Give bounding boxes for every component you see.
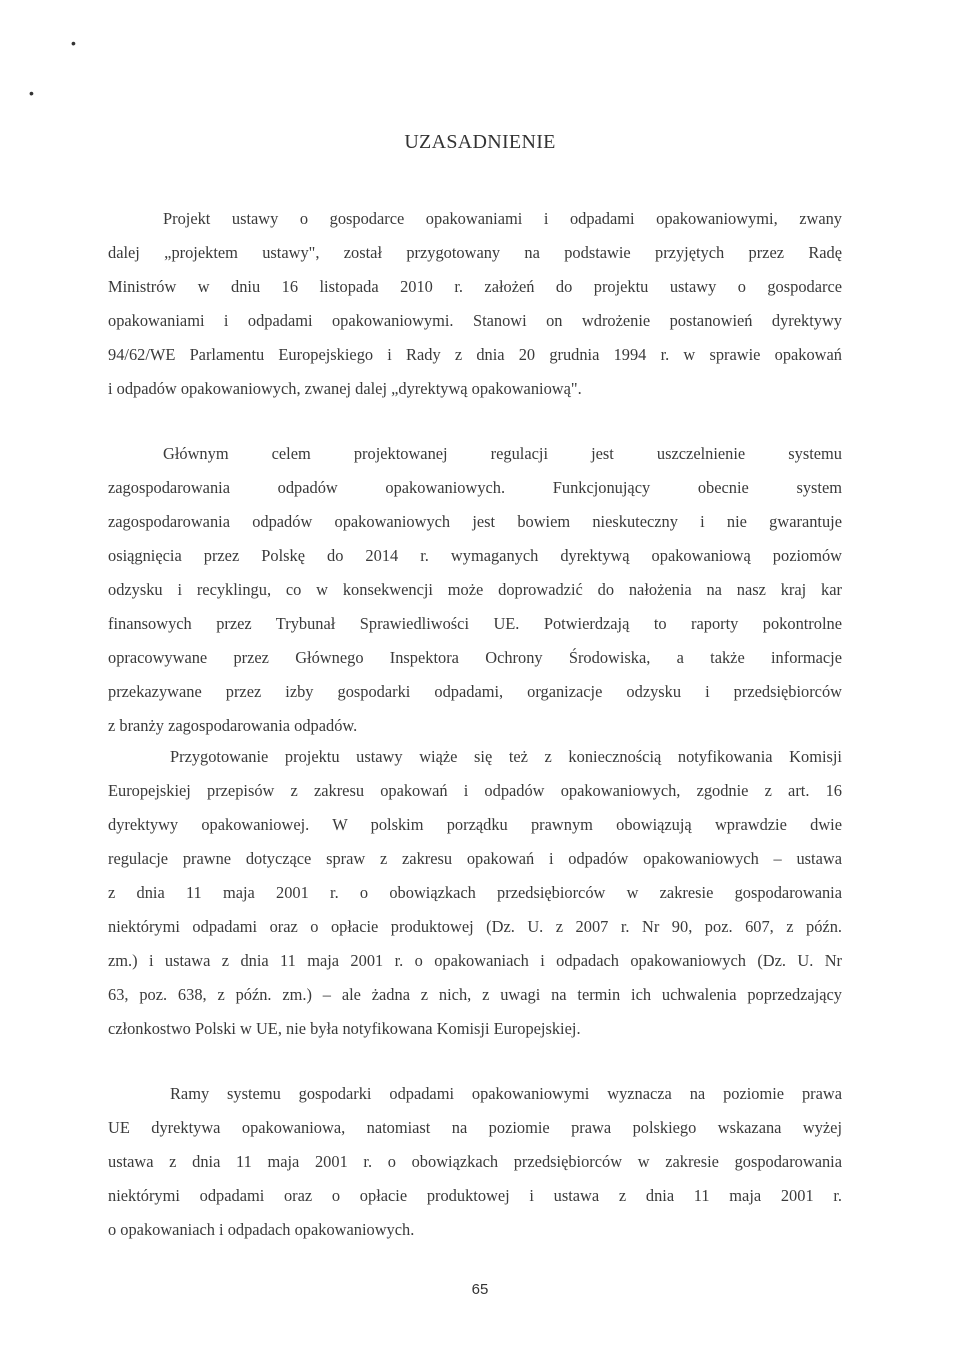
- text-line: Głównym celem projektowanej regulacji jest uszczelnienie systemu: [163, 444, 842, 463]
- text-line: z branży zagospodarowania odpadów.: [108, 716, 358, 735]
- text-line: 94/62/WE Parlamentu Europejskiego i Rady z dnia 20 grudnia 1994 r. w sprawie opakowań: [108, 345, 842, 364]
- text-line: o opakowaniach i odpadach opakowaniowych.: [108, 1220, 415, 1239]
- text-line: zagospodarowania odpadów opakowaniowych jest bowiem nieskuteczny i nie gwarantuje: [108, 512, 842, 531]
- page-number: 65: [471, 1281, 489, 1298]
- paragraph-3: [108, 740, 842, 1046]
- text-line: Ramy systemu gospodarki odpadami opakowaniowymi wyznacza na poziomie prawa: [170, 1084, 842, 1103]
- text-line: odzysku i recyklingu, co w konsekwencji może doprowadzić do nałożenia na nasz kraj kar: [108, 580, 842, 599]
- text-line: i odpadów opakowaniowych, zwanej dalej „dyrektywą opakowaniową".: [108, 379, 582, 398]
- text-line: regulacje prawne dotyczące spraw z zakresu opakowań i odpadów opakowaniowych – ustawa: [108, 849, 842, 868]
- text-line: opakowaniami i odpadami opakowaniowymi. Stanowi on wdrożenie postanowień dyrektywy: [108, 311, 842, 330]
- text-line: opracowywane przez Głównego Inspektora Ochrony Środowiska, a także informacje: [108, 648, 842, 667]
- scan-mark: •: [71, 35, 76, 51]
- text-line: 63, poz. 638, z późn. zm.) – ale żadna z nich, z uwagi na termin ich uchwalenia poprzedzający: [108, 985, 842, 1004]
- text-line: dalej „projektem ustawy", został przygotowany na podstawie przyjętych przez Radę: [108, 243, 842, 262]
- scan-mark: •: [29, 85, 34, 101]
- paragraph-4: [108, 1077, 842, 1247]
- text-line: osiągnięcia przez Polskę do 2014 r. wymaganych dyrektywą opakowaniową poziomów: [108, 546, 842, 565]
- text-line: Ministrów w dniu 16 listopada 2010 r. założeń do projektu ustawy o gospodarce: [108, 277, 842, 296]
- text-line: z dnia 11 maja 2001 r. o obowiązkach przedsiębiorców w zakresie gospodarowania: [108, 883, 842, 902]
- text-line: niektórymi odpadami oraz o opłacie produktowej i ustawa z dnia 11 maja 2001 r.: [108, 1186, 842, 1205]
- text-line: Projekt ustawy o gospodarce opakowaniami i odpadami opakowaniowymi, zwany: [163, 209, 842, 228]
- text-line: UE dyrektywa opakowaniowa, natomiast na poziomie prawa polskiego wskazana wyżej: [108, 1118, 842, 1137]
- text-line: członkostwo Polski w UE, nie była notyfikowana Komisji Europejskiej.: [108, 1019, 581, 1038]
- text-line: zagospodarowania odpadów opakowaniowych. Funkcjonujący obecnie system: [108, 478, 842, 497]
- document-title: UZASADNIENIE: [404, 131, 556, 153]
- paragraph-1: [108, 202, 842, 406]
- text-line: niektórymi odpadami oraz o opłacie produktowej (Dz. U. z 2007 r. Nr 90, poz. 607, z późn.: [108, 917, 842, 936]
- paragraph-2: [108, 437, 842, 743]
- text-line: zm.) i ustawa z dnia 11 maja 2001 r. o opakowaniach i odpadach opakowaniowych (Dz. U. Nr: [108, 951, 842, 970]
- text-line: Przygotowanie projektu ustawy wiąże się też z koniecznością notyfikowania Komisji: [170, 747, 842, 766]
- text-line: Europejskiej przepisów z zakresu opakowań i odpadów opakowaniowych, zgodnie z art. 16: [108, 781, 842, 800]
- text-line: przekazywane przez izby gospodarki odpadami, organizacje odzysku i przedsiębiorców: [108, 682, 842, 701]
- text-line: dyrektywy opakowaniowej. W polskim porządku prawnym obowiązują wprawdzie dwie: [108, 815, 842, 834]
- text-line: finansowych przez Trybunał Sprawiedliwości UE. Potwierdzają to raporty pokontrolne: [108, 614, 842, 633]
- text-line: ustawa z dnia 11 maja 2001 r. o obowiązkach przedsiębiorców w zakresie gospodarowania: [108, 1152, 842, 1171]
